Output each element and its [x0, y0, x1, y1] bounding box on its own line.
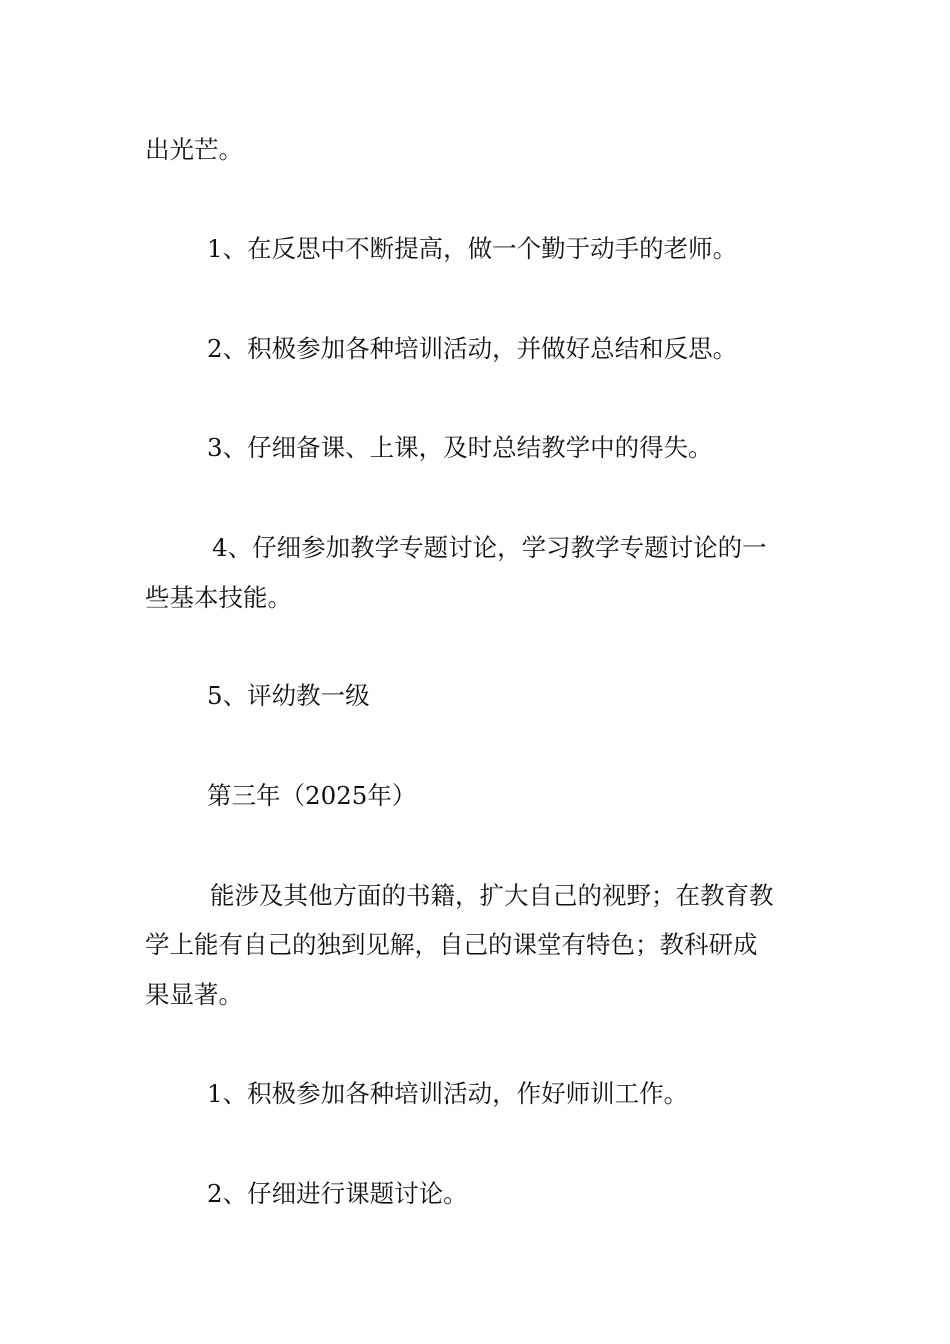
- list-item-2: 2、积极参加各种培训活动，并做好总结和反思。: [207, 334, 738, 363]
- list-item-4-continuation: 些基本技能。: [145, 583, 292, 612]
- list-item-6: 1、积极参加各种培训活动，作好师训工作。: [207, 1079, 689, 1108]
- list-item-4: 4、仔细参加教学专题讨论，学习教学专题讨论的一: [212, 533, 767, 562]
- paragraph-line-3: 果显著。: [145, 980, 243, 1009]
- section-heading-third-year: 第三年（2025年）: [207, 781, 417, 810]
- list-item-7: 2、仔细进行课题讨论。: [207, 1179, 468, 1208]
- paragraph-line-1: 能涉及其他方面的书籍，扩大自己的视野；在教育教: [210, 881, 774, 910]
- list-item-1: 1、在反思中不断提高，做一个勤于动手的老师。: [207, 234, 738, 263]
- list-item-3: 3、仔细备课、上课，及时总结教学中的得失。: [207, 433, 713, 462]
- paragraph-continuation: 出光芒。: [145, 135, 243, 164]
- list-item-5: 5、评幼教一级: [207, 681, 370, 710]
- paragraph-line-2: 学上能有自己的独到见解，自己的课堂有特色；教科研成: [145, 930, 758, 959]
